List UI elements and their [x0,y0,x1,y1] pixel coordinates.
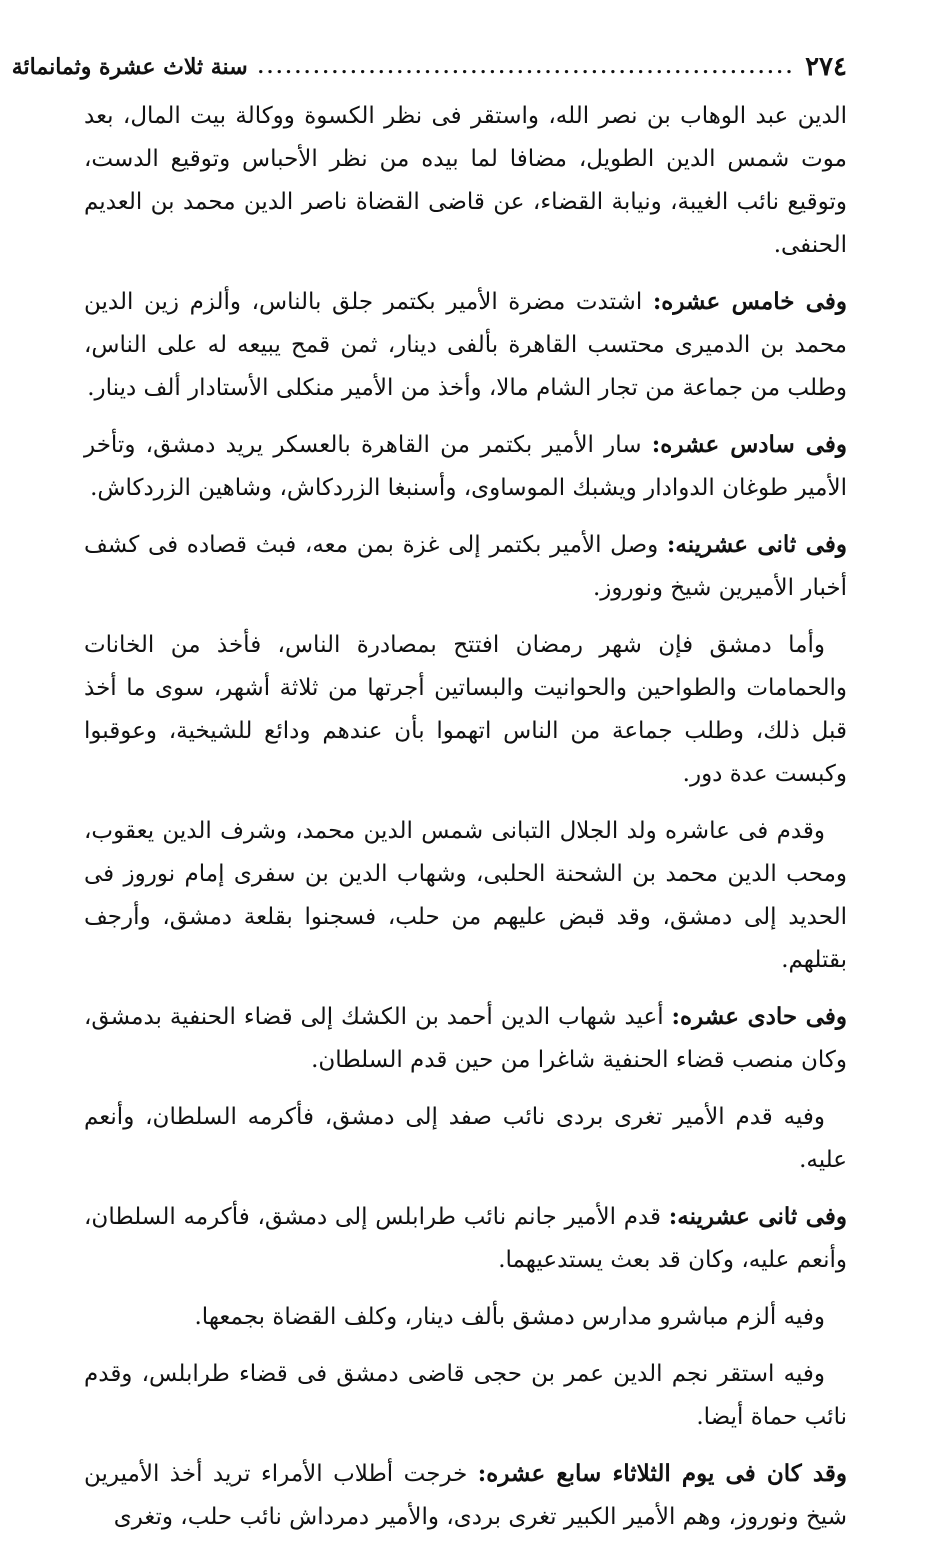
paragraph-lead: وفى ثانى عشرينه: [668,1203,847,1230]
paragraph-text: وفيه ألزم مباشرو مدارس دمشق بألف دينار، وكلف القضاة بجمعها. [194,1304,825,1330]
paragraph-lead: وقد كان فى يوم الثلاثاء سابع عشره: [477,1460,847,1487]
running-header [11,50,847,84]
paragraph-text: قدم الأمير جانم نائب طرابلس إلى دمشق، فأكرمه السلطان، وأنعم عليه، وكان قد بعث يستدعيهما. [84,1204,847,1273]
paragraph-text: وفيه استقر نجم الدين عمر بن حجى قاضى دمشق فى قضاء طرابلس، وقدم نائب حماة أيضا. [84,1361,847,1430]
body-text [84,94,847,1552]
paragraph-text: الدين عبد الوهاب بن نصر الله، واستقر فى نظر الكسوة ووكالة بيت المال، بعد موت شمس الدين الطويل، مضافا لما بيده من نظر الأحباس وتوقيع الدست، وتوقيع نائب الغيبة، ونيابة القضاء، عن قاضى القضاة ناصر الدين محمد بن العديم الحنفى. [84,103,847,258]
paragraph [84,809,847,982]
paragraph-lead: وفى سادس عشره: [651,431,847,458]
paragraph [84,995,847,1082]
paragraph [84,1195,847,1282]
paragraph [84,423,847,510]
running-title: سنة ثلاث عشرة وثمانمائة [11,54,248,80]
paragraph [84,523,847,610]
paragraph-lead: وفى ثانى عشرينه: [666,531,847,558]
paragraph-text: وفيه قدم الأمير تغرى بردى نائب صفد إلى دمشق، فأكرمه السلطان، وأنعم عليه. [84,1104,847,1173]
paragraph-text: وصل الأمير بكتمر إلى غزة بمن معه، فبث قصاده فى كشف أخبار الأميرين شيخ ونوروز. [84,532,847,601]
paragraph [84,94,847,267]
paragraph [84,1295,847,1339]
paragraph-text: أعيد شهاب الدين أحمد بن الكشك إلى قضاء الحنفية بدمشق، وكان منصب قضاء الحنفية شاغرا من حين قدم السلطان. [84,1004,847,1073]
header-leader-dots: .......................................................... [257,56,796,78]
paragraph [84,280,847,410]
paragraph-text: اشتدت مضرة الأمير بكتمر جلق بالناس، وألزم زين الدين محمد بن الدميرى محتسب القاهرة بألفى دينار، ثمن قمح يبيعه له على الناس، وطلب من جماعة من تجار الشام مالا، وأخذ من الأمير منكلى الأستادار ألف دينار. [84,289,847,401]
paragraph-text: وأما دمشق فإن شهر رمضان افتتح بمصادرة الناس، فأخذ من الخانات والحمامات والطواحين والحوانيت والبساتين أجرتها من ثلاثة أشهر، سوى ما أخذ قبل ذلك، وطلب جماعة من الناس اتهموا بأن عندهم ودائع للشيخية، وعوقبوا وكبست عدة دور. [84,632,847,787]
paragraph-lead: وفى خامس عشره: [652,288,847,315]
paragraph-text: خرجت أطلاب الأمراء تريد أخذ الأميرين شيخ ونوروز، وهم الأمير الكبير تغرى بردى، والأمير دمرداش نائب حلب، وتغرى [84,1461,847,1530]
paragraph-lead: وفى حادى عشره: [671,1003,847,1030]
paragraph [84,1452,847,1539]
paragraph [84,623,847,796]
paragraph [84,1095,847,1182]
paragraph [84,1352,847,1439]
paragraph-text: وقدم فى عاشره ولد الجلال التبانى شمس الدين محمد، وشرف الدين يعقوب، ومحب الدين محمد بن الشحنة الحلبى، وشهاب الدين بن سفرى إمام نوروز فى الحديد إلى دمشق، وقد قبض عليهم من حلب، فسجنوا بقلعة دمشق، وأرجف بقتلهم. [84,818,847,973]
paragraph-text: سار الأمير بكتمر من القاهرة بالعسكر يريد دمشق، وتأخر الأمير طوغان الدوادار ويشبك الموساوى، وأسنبغا الزردكاش، وشاهين الزردكاش. [84,432,847,501]
page-number: ٢٧٤ [805,52,847,82]
